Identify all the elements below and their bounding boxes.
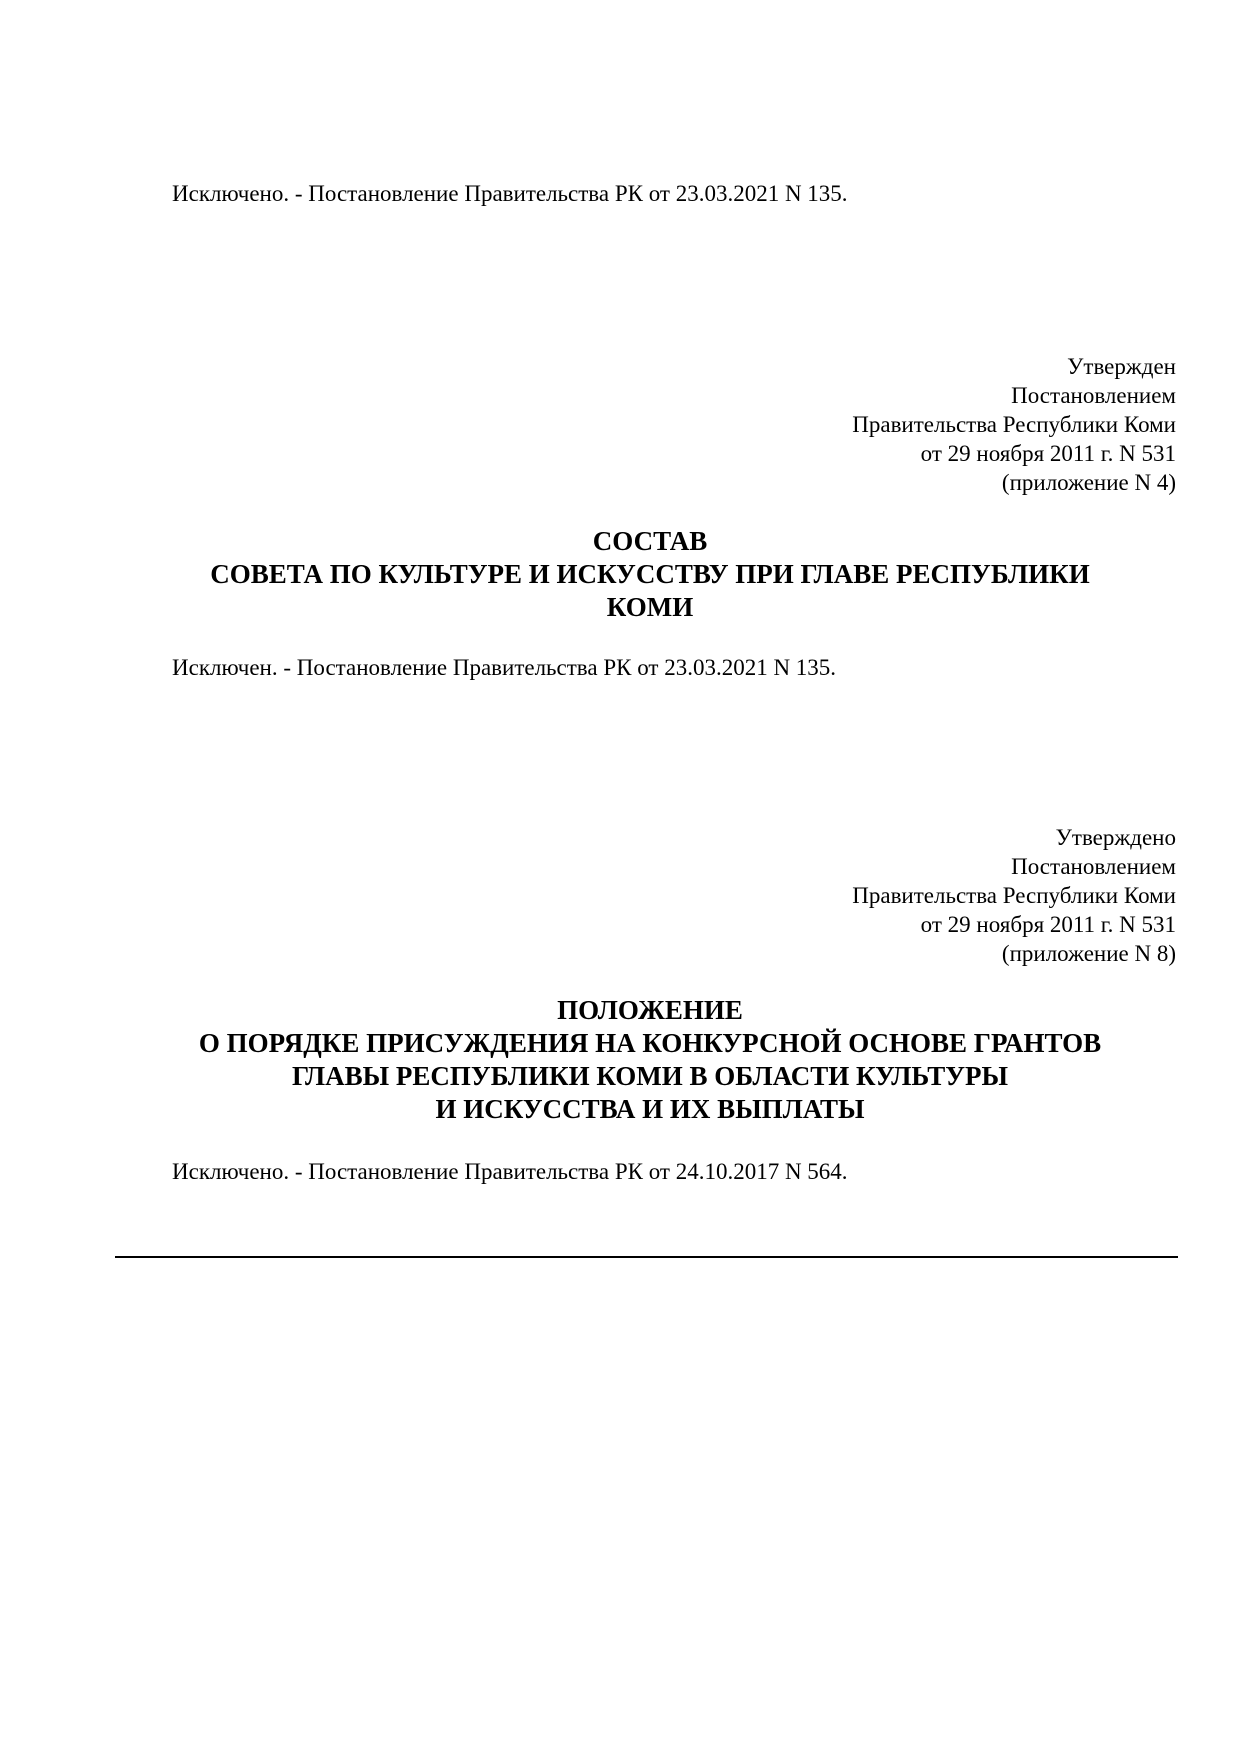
section-heading-2 xyxy=(120,994,1180,1126)
heading-line: ПОЛОЖЕНИЕ xyxy=(557,995,743,1025)
approval-block-2 xyxy=(852,823,1176,968)
section-heading-1 xyxy=(120,525,1180,624)
approval-line: Постановлением xyxy=(1011,854,1176,879)
heading-line: КОМИ xyxy=(606,592,694,622)
heading-line: И ИСКУССТВА И ИХ ВЫПЛАТЫ xyxy=(435,1094,865,1124)
heading-line: ГЛАВЫ РЕСПУБЛИКИ КОМИ В ОБЛАСТИ КУЛЬТУРЫ xyxy=(291,1061,1009,1091)
approval-line: Постановлением xyxy=(1011,383,1176,408)
approval-line: от 29 ноября 2011 г. N 531 xyxy=(920,912,1176,937)
heading-line: СОВЕТА ПО КУЛЬТУРЕ И ИСКУССТВУ ПРИ ГЛАВЕ РЕСПУБЛИКИ xyxy=(210,559,1090,589)
exclusion-note-1: Исключено. - Постановление Правительства РК от 23.03.2021 N 135. xyxy=(172,181,848,206)
approval-line: (приложение N 8) xyxy=(1001,941,1176,966)
approval-line: Правительства Республики Коми xyxy=(852,883,1176,908)
heading-line: О ПОРЯДКЕ ПРИСУЖДЕНИЯ НА КОНКУРСНОЙ ОСНОВЕ ГРАНТОВ xyxy=(198,1028,1102,1058)
approval-line: Утверждено xyxy=(1055,825,1176,850)
approval-line: (приложение N 4) xyxy=(1001,470,1176,495)
heading-line: СОСТАВ xyxy=(592,526,708,556)
exclusion-note-3: Исключено. - Постановление Правительства РК от 24.10.2017 N 564. xyxy=(172,1159,848,1184)
approval-line: Утвержден xyxy=(1067,354,1176,379)
exclusion-note-2: Исключен. - Постановление Правительства РК от 23.03.2021 N 135. xyxy=(172,655,837,680)
approval-block-1 xyxy=(852,352,1176,497)
separator-line xyxy=(115,1256,1178,1258)
approval-line: от 29 ноября 2011 г. N 531 xyxy=(920,441,1176,466)
approval-line: Правительства Республики Коми xyxy=(852,412,1176,437)
